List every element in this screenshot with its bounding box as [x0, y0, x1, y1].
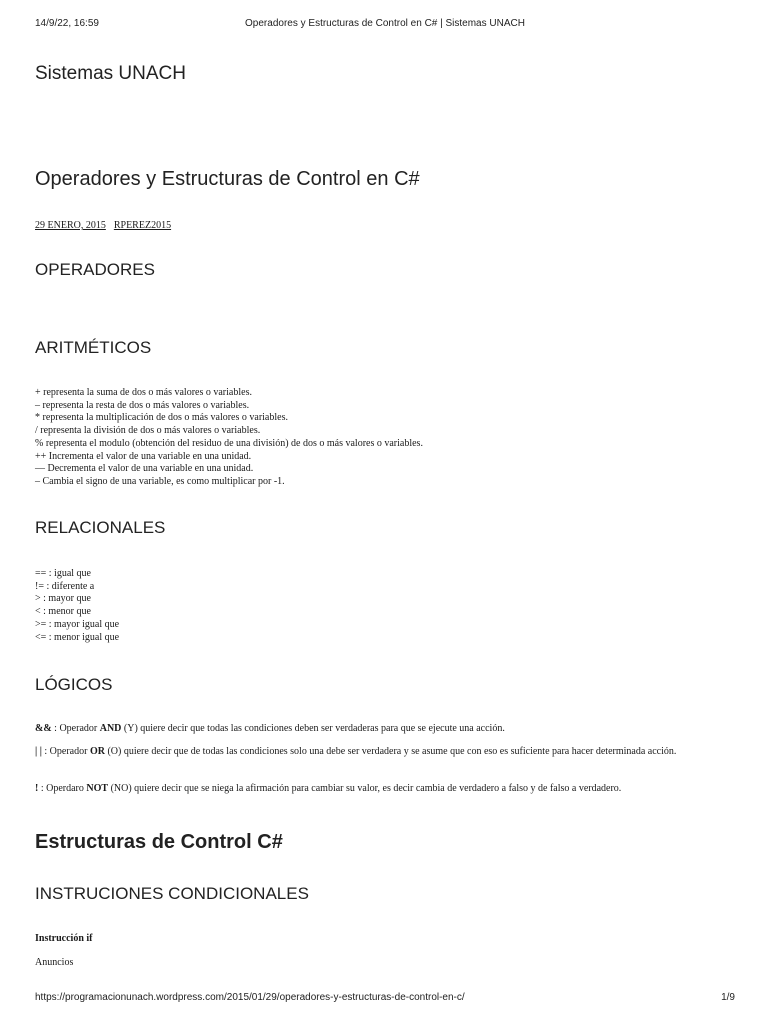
and-pre: : Operador	[51, 723, 100, 734]
logico-and	[35, 721, 735, 736]
aritmeticos-list	[35, 387, 423, 489]
list-item: >= : mayor igual que	[35, 618, 120, 630]
logico-or	[35, 744, 735, 759]
or-text: (O) quiere decir que de todas las condiciones solo una debe ser verdadera y se asume que con eso es suficiente para hacer determinada acción.	[104, 746, 677, 757]
list-item: / representa la división de dos o más valores o variables.	[35, 425, 261, 437]
and-symbol: &&	[35, 723, 52, 734]
or-name: OR	[89, 746, 105, 757]
print-page-title: Operadores y Estructuras de Control en C# | Sistemas UNACH	[245, 18, 525, 29]
list-item: % representa el modulo (obtención del residuo de una división) de dos o más valores o variables.	[35, 437, 423, 449]
heading-condicionales: INSTRUCIONES CONDICIONALES	[35, 884, 309, 903]
print-url: https://programacionunach.wordpress.com/2015/01/29/operadores-y-estructuras-de-control-en-c/	[35, 992, 465, 1003]
list-item: – representa la resta de dos o más valores o variables.	[35, 399, 250, 411]
and-text: (Y) quiere decir que todas las condiciones deben ser verdaderas para que se ejecute una acción.	[121, 723, 505, 734]
anuncios-label: Anuncios	[35, 957, 74, 968]
print-footer	[35, 992, 735, 1003]
list-item: * representa la multiplicación de dos o más valores o variables.	[35, 412, 288, 424]
instruccion-if-label: Instrucción if	[35, 933, 93, 944]
heading-operadores: OPERADORES	[35, 260, 155, 279]
list-item: ++ Incrementa el valor de una variable en una unidad.	[35, 450, 252, 462]
heading-relacionales: RELACIONALES	[35, 518, 166, 537]
not-name: NOT	[86, 783, 109, 794]
or-symbol: | |	[35, 746, 42, 757]
list-item: > : mayor que	[35, 593, 91, 605]
site-title[interactable]: Sistemas UNACH	[35, 63, 186, 84]
and-name: AND	[99, 723, 122, 734]
print-datetime: 14/9/22, 16:59	[35, 18, 99, 29]
list-item: < : menor que	[35, 606, 91, 618]
not-text: (NO) quiere decir que se niega la afirmación para cambiar su valor, es decir cambia de verdadero a falso y de falso a verdadero.	[108, 783, 622, 794]
list-item: — Decrementa el valor de una variable en una unidad.	[35, 463, 254, 475]
heading-estructuras: Estructuras de Control C#	[35, 831, 283, 853]
post-meta	[35, 220, 171, 231]
logico-not	[35, 781, 735, 796]
or-pre: : Operador	[41, 746, 90, 757]
heading-logicos: LÓGICOS	[35, 675, 113, 694]
list-item: – Cambia el signo de una variable, es como multiplicar por -1.	[35, 475, 285, 487]
post-author-link[interactable]: RPEREZ2015	[113, 220, 172, 231]
not-symbol: !	[35, 783, 39, 794]
list-item: == : igual que	[35, 568, 91, 579]
list-item: + representa la suma de dos o más valores o variables.	[35, 387, 252, 398]
list-item: != : diferente a	[35, 580, 95, 592]
post-date-link[interactable]: 29 ENERO, 2015	[35, 220, 106, 231]
heading-aritmeticos: ARITMÉTICOS	[35, 338, 152, 357]
not-pre: : Operdaro	[38, 783, 87, 794]
relacionales-list	[35, 568, 119, 644]
print-page-number: 1/9	[721, 992, 735, 1003]
list-item: <= : menor igual que	[35, 631, 120, 643]
post-title: Operadores y Estructuras de Control en C#	[35, 168, 420, 190]
